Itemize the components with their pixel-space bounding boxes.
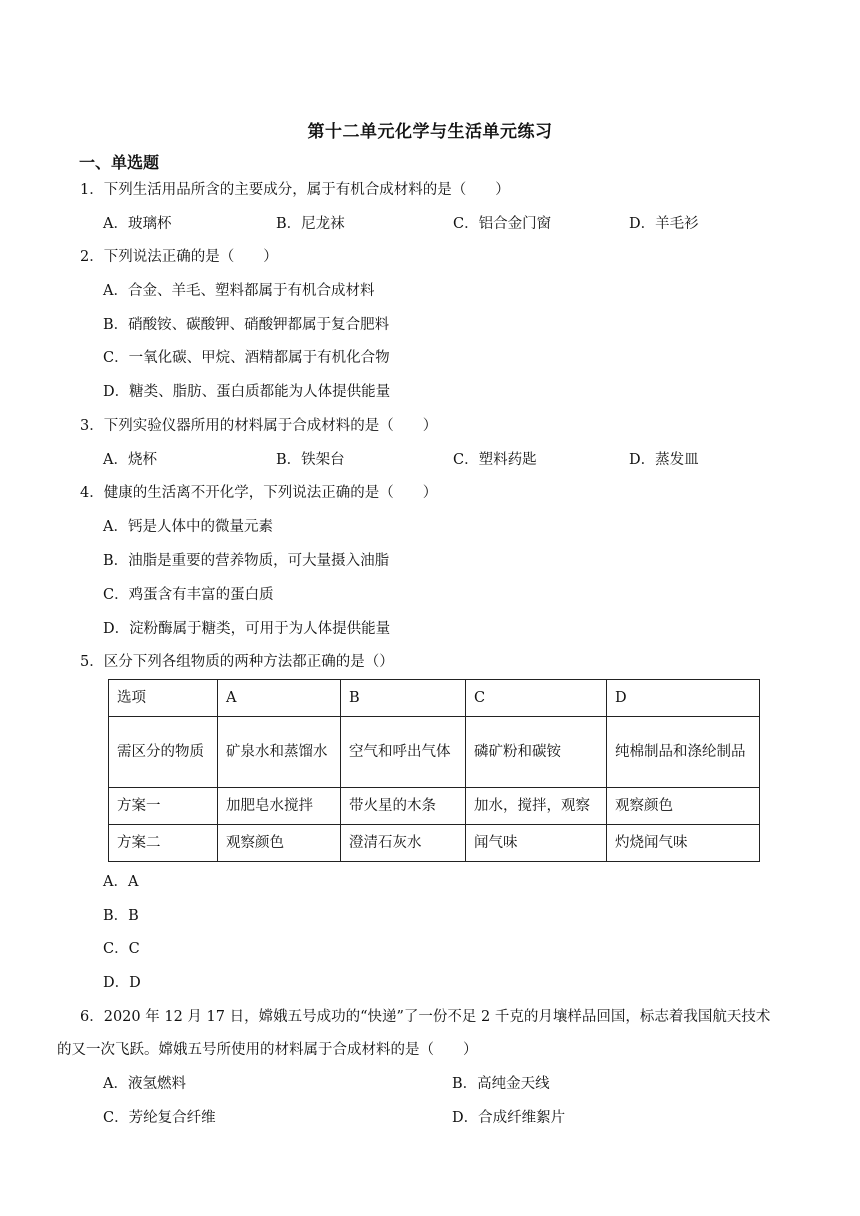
question-6-option-d: D．合成纤维絮片 (452, 1110, 566, 1126)
question-5-option-d: D．D (103, 975, 141, 991)
question-5-option-c: C．C (103, 941, 140, 957)
table-header-row (109, 680, 760, 717)
comparison-table (108, 679, 760, 862)
table-cell: 观察颜色 (218, 825, 341, 862)
table-cell: B (341, 680, 466, 717)
option-d: D．羊毛衫 (629, 216, 699, 232)
table-cell: D (607, 680, 760, 717)
question-6-option-a: A．液氢燃料 (103, 1076, 186, 1092)
table-cell: 闻气味 (466, 825, 607, 862)
question-6-stem-line-2: 的又一次飞跃。嫦娥五号所使用的材料属于合成材料的是（ ） (57, 1042, 478, 1058)
option-c: C．铝合金门窗 (453, 216, 552, 232)
question-4-option-c: C．鸡蛋含有丰富的蛋白质 (103, 587, 274, 603)
option-b: B．铁架台 (276, 452, 345, 468)
question-5-stem: 5．区分下列各组物质的两种方法都正确的是（） (80, 654, 394, 670)
table-cell: 纯棉制品和涤纶制品 (607, 717, 760, 788)
table-cell: 矿泉水和蒸馏水 (218, 717, 341, 788)
option-a: A．烧杯 (103, 452, 157, 468)
table-cell: C (466, 680, 607, 717)
question-6-option-b: B．高纯金天线 (452, 1076, 550, 1092)
table-cell: 加水，搅拌，观察 (466, 788, 607, 825)
table-cell: 澄清石灰水 (341, 825, 466, 862)
table-cell: 磷矿粉和碳铵 (466, 717, 607, 788)
option-b: B．尼龙袜 (276, 216, 345, 232)
question-6-option-c: C．芳纶复合纤维 (103, 1110, 216, 1126)
question-4-option-b: B．油脂是重要的营养物质，可大量摄入油脂 (103, 553, 390, 569)
question-2-option-a: A．合金、羊毛、塑料都属于有机合成材料 (103, 283, 375, 299)
question-5-option-a: A．A (103, 874, 139, 890)
option-c: C．塑料药匙 (453, 452, 537, 468)
question-2-option-b: B．硝酸铵、碳酸钾、硝酸钾都属于复合肥料 (103, 317, 390, 333)
table-cell: 需区分的物质 (109, 717, 218, 788)
table-cell: 观察颜色 (607, 788, 760, 825)
table-row (109, 825, 760, 862)
question-1-stem: 1．下列生活用品所含的主要成分，属于有机合成材料的是（ ） (80, 182, 510, 198)
page-title: 第十二单元化学与生活单元练习 (307, 122, 553, 142)
table-row (109, 717, 760, 788)
table-cell: 带火星的木条 (341, 788, 466, 825)
question-5-option-b: B．B (103, 908, 139, 924)
question-4-option-a: A．钙是人体中的微量元素 (103, 519, 273, 535)
table-cell: 空气和呼出气体 (341, 717, 466, 788)
table-row (109, 788, 760, 825)
option-d: D．蒸发皿 (629, 452, 699, 468)
table-cell: 方案二 (109, 825, 218, 862)
question-4-option-d: D．淀粉酶属于糖类，可用于为人体提供能量 (103, 621, 391, 637)
question-2-option-d: D．糖类、脂肪、蛋白质都能为人体提供能量 (103, 384, 391, 400)
table-cell: A (218, 680, 341, 717)
question-6-stem-line-1: 6．2020 年 12 月 17 日，嫦娥五号成功的“快递”了一份不足 2 千克的月壤样品回国，标志着我国航天技术 (80, 1009, 771, 1025)
question-3-stem: 3．下列实验仪器所用的材料属于合成材料的是（ ） (80, 418, 438, 434)
question-2-stem: 2．下列说法正确的是（ ） (80, 249, 278, 265)
table-cell: 加肥皂水搅拌 (218, 788, 341, 825)
table-cell: 方案一 (109, 788, 218, 825)
question-4-stem: 4．健康的生活离不开化学，下列说法正确的是（ ） (80, 485, 438, 501)
question-2-option-c: C．一氧化碳、甲烷、酒精都属于有机化合物 (103, 350, 390, 366)
option-a: A．玻璃杯 (103, 216, 172, 232)
section-heading: 一、单选题 (79, 153, 160, 172)
table-cell: 灼烧闻气味 (607, 825, 760, 862)
table-cell: 选项 (109, 680, 218, 717)
